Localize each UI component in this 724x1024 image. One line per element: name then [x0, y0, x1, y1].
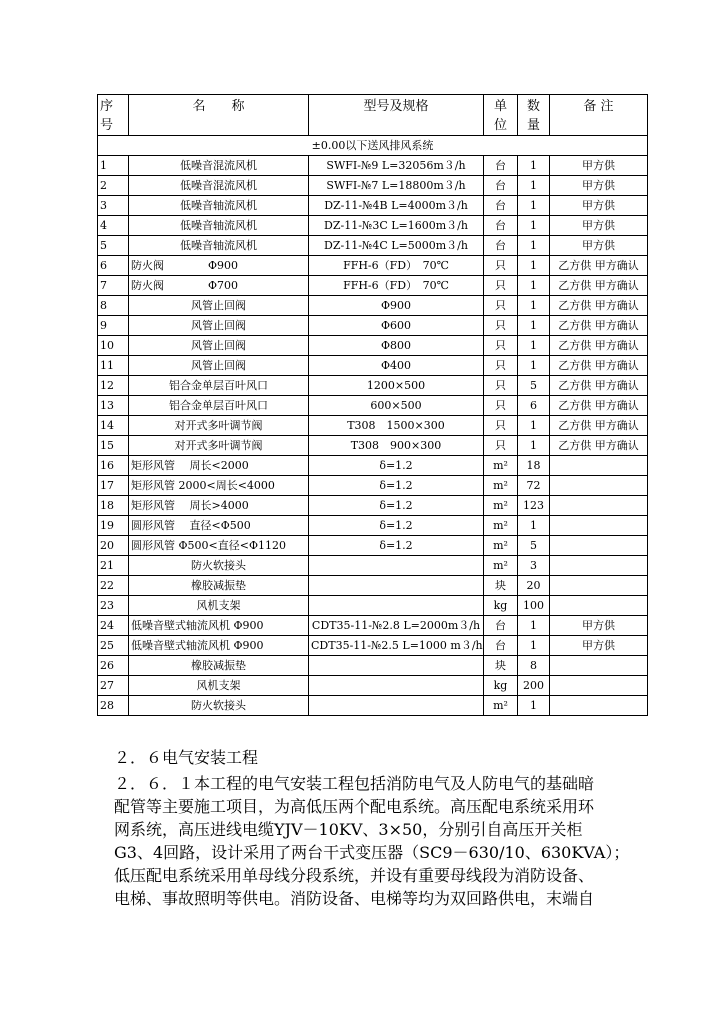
section-title-row: [98, 136, 648, 156]
cell-unit: m²: [484, 456, 518, 476]
cell-unit: kg: [484, 596, 518, 616]
cell-name: 风机支架: [129, 676, 309, 696]
cell-unit: 台: [484, 636, 518, 656]
cell-no: 6: [98, 256, 129, 276]
cell-qty: 20: [518, 576, 550, 596]
header-qty: 数 量: [518, 95, 550, 136]
cell-no: 20: [98, 536, 129, 556]
cell-model: CDT35-11-№2.8 L=2000m３/h: [309, 616, 484, 636]
cell-name: 风管止回阀: [129, 336, 309, 356]
cell-no: 25: [98, 636, 129, 656]
table-row: [98, 336, 648, 356]
equipment-table: [97, 94, 648, 716]
cell-unit: 台: [484, 156, 518, 176]
cell-name: 铝合金单层百叶风口: [129, 376, 309, 396]
cell-unit: 只: [484, 416, 518, 436]
cell-qty: 1: [518, 236, 550, 256]
cell-note: 乙方供 甲方确认: [550, 316, 648, 336]
cell-model: 1200×500: [309, 376, 484, 396]
cell-note: 甲方供: [550, 236, 648, 256]
table-row: [98, 216, 648, 236]
paragraph-line: 配管等主要施工项目，为高低压两个配电系统。高压配电系统采用环: [114, 797, 595, 816]
header-model: 型号及规格: [309, 95, 484, 136]
cell-no: 19: [98, 516, 129, 536]
cell-note: [550, 496, 648, 516]
cell-qty: 6: [518, 396, 550, 416]
cell-qty: 8: [518, 656, 550, 676]
cell-note: 甲方供: [550, 176, 648, 196]
table-row: [98, 356, 648, 376]
cell-name: 防火软接头: [129, 696, 309, 716]
cell-note: [550, 696, 648, 716]
cell-model: SWFⅠ-№7 L=18800m３/h: [309, 176, 484, 196]
cell-qty: 3: [518, 556, 550, 576]
cell-name: 橡胶减振垫: [129, 656, 309, 676]
table-row: [98, 296, 648, 316]
cell-name: 矩形风管 周长<2000: [129, 456, 309, 476]
cell-qty: 1: [518, 216, 550, 236]
table-row: [98, 256, 648, 276]
cell-model: Φ900: [309, 296, 484, 316]
cell-unit: m²: [484, 496, 518, 516]
cell-no: 22: [98, 576, 129, 596]
cell-no: 11: [98, 356, 129, 376]
cell-note: 乙方供 甲方确认: [550, 356, 648, 376]
cell-qty: 1: [518, 516, 550, 536]
cell-qty: 1: [518, 696, 550, 716]
table-header-row: [98, 95, 648, 136]
table-row: [98, 316, 648, 336]
cell-note: [550, 676, 648, 696]
cell-qty: 1: [518, 356, 550, 376]
section-heading: ２．６电气安装工程: [114, 748, 259, 767]
cell-qty: 72: [518, 476, 550, 496]
header-note: 备 注: [550, 95, 648, 136]
cell-no: 9: [98, 316, 129, 336]
cell-unit: 台: [484, 616, 518, 636]
cell-name: 低噪音壁式轴流风机 Φ900: [129, 636, 309, 656]
cell-no: 16: [98, 456, 129, 476]
cell-no: 17: [98, 476, 129, 496]
cell-qty: 1: [518, 256, 550, 276]
cell-name: 矩形风管 周长>4000: [129, 496, 309, 516]
cell-note: [550, 536, 648, 556]
cell-model: DZ-11-№3C L=1600m３/h: [309, 216, 484, 236]
cell-name: 低噪音混流风机: [129, 176, 309, 196]
cell-name: 防火阀 Φ700: [129, 276, 309, 296]
cell-note: 乙方供 甲方确认: [550, 336, 648, 356]
paragraph-line: 网系统，高压进线电缆YJV－10KV、3×50，分别引自高压开关柜: [114, 820, 583, 839]
cell-model: [309, 556, 484, 576]
cell-unit: 只: [484, 356, 518, 376]
table-row: [98, 556, 648, 576]
cell-qty: 1: [518, 636, 550, 656]
cell-no: 26: [98, 656, 129, 676]
paragraph-line: 低压配电系统采用单母线分段系统，并设有重要母线段为消防设备、: [114, 866, 595, 885]
cell-qty: 1: [518, 156, 550, 176]
cell-qty: 5: [518, 376, 550, 396]
paragraph-line: 电梯、事故照明等供电。消防设备、电梯等均为双回路供电，末端自: [114, 889, 595, 908]
table-row: [98, 276, 648, 296]
cell-unit: 块: [484, 656, 518, 676]
cell-unit: 只: [484, 256, 518, 276]
cell-unit: m²: [484, 516, 518, 536]
table-row: [98, 636, 648, 656]
table-row: [98, 436, 648, 456]
cell-unit: m²: [484, 696, 518, 716]
cell-unit: 块: [484, 576, 518, 596]
cell-name: 风管止回阀: [129, 296, 309, 316]
cell-model: δ=1.2: [309, 496, 484, 516]
cell-qty: 1: [518, 416, 550, 436]
cell-no: 14: [98, 416, 129, 436]
cell-qty: 100: [518, 596, 550, 616]
table-row: [98, 376, 648, 396]
cell-model: [309, 596, 484, 616]
cell-unit: 只: [484, 396, 518, 416]
table-row: [98, 476, 648, 496]
cell-model: Φ800: [309, 336, 484, 356]
paragraph-line: ２．６．１本工程的电气安装工程包括消防电气及人防电气的基础暗: [114, 774, 595, 793]
cell-unit: m²: [484, 476, 518, 496]
cell-name: 低噪音轴流风机: [129, 236, 309, 256]
cell-qty: 1: [518, 616, 550, 636]
cell-name: 低噪音轴流风机: [129, 216, 309, 236]
cell-name: 防火软接头: [129, 556, 309, 576]
table-row: [98, 516, 648, 536]
cell-unit: 台: [484, 176, 518, 196]
table-row: [98, 696, 648, 716]
cell-note: [550, 556, 648, 576]
cell-no: 10: [98, 336, 129, 356]
cell-model: δ=1.2: [309, 536, 484, 556]
cell-no: 8: [98, 296, 129, 316]
table-row: [98, 416, 648, 436]
cell-name: 防火阀 Φ900: [129, 256, 309, 276]
header-unit: 单 位: [484, 95, 518, 136]
cell-unit: 只: [484, 316, 518, 336]
cell-name: 低噪音轴流风机: [129, 196, 309, 216]
cell-qty: 1: [518, 316, 550, 336]
cell-note: [550, 516, 648, 536]
cell-qty: 5: [518, 536, 550, 556]
cell-no: 2: [98, 176, 129, 196]
cell-qty: 1: [518, 176, 550, 196]
cell-name: 低噪音壁式轴流风机 Φ900: [129, 616, 309, 636]
cell-note: [550, 456, 648, 476]
cell-model: CDT35-11-№2.5 L=1000 m３/h: [309, 636, 484, 656]
table-row: [98, 656, 648, 676]
cell-no: 13: [98, 396, 129, 416]
table-row: [98, 156, 648, 176]
cell-note: [550, 476, 648, 496]
cell-no: 1: [98, 156, 129, 176]
table-row: [98, 236, 648, 256]
cell-no: 18: [98, 496, 129, 516]
cell-no: 21: [98, 556, 129, 576]
cell-model: T308 900×300: [309, 436, 484, 456]
cell-note: [550, 576, 648, 596]
cell-name: 风管止回阀: [129, 316, 309, 336]
cell-name: 低噪音混流风机: [129, 156, 309, 176]
table-row: [98, 396, 648, 416]
table-row: [98, 456, 648, 476]
cell-model: [309, 696, 484, 716]
cell-no: 12: [98, 376, 129, 396]
cell-model: FFH-6（FD） 70℃: [309, 276, 484, 296]
paragraph-line: G3、4回路，设计采用了两台干式变压器（SC9－630/10、630KVA）；: [114, 843, 630, 862]
cell-model: δ=1.2: [309, 456, 484, 476]
cell-model: [309, 576, 484, 596]
table-row: [98, 596, 648, 616]
cell-name: 对开式多叶调节阀: [129, 436, 309, 456]
cell-note: [550, 656, 648, 676]
cell-qty: 1: [518, 196, 550, 216]
cell-model: Φ600: [309, 316, 484, 336]
cell-note: 甲方供: [550, 216, 648, 236]
cell-qty: 1: [518, 276, 550, 296]
cell-note: [550, 596, 648, 616]
cell-no: 4: [98, 216, 129, 236]
cell-note: 乙方供 甲方确认: [550, 416, 648, 436]
cell-unit: m²: [484, 556, 518, 576]
cell-model: T308 1500×300: [309, 416, 484, 436]
cell-note: 甲方供: [550, 196, 648, 216]
cell-no: 24: [98, 616, 129, 636]
cell-name: 对开式多叶调节阀: [129, 416, 309, 436]
cell-unit: 只: [484, 296, 518, 316]
cell-note: 乙方供 甲方确认: [550, 376, 648, 396]
section-title: ±0.00以下送风排风系统: [98, 136, 648, 156]
cell-unit: 只: [484, 436, 518, 456]
cell-no: 28: [98, 696, 129, 716]
cell-no: 7: [98, 276, 129, 296]
cell-model: DZ-11-№4C L=5000m３/h: [309, 236, 484, 256]
cell-unit: m²: [484, 536, 518, 556]
cell-model: δ=1.2: [309, 476, 484, 496]
table-row: [98, 616, 648, 636]
table-row: [98, 536, 648, 556]
cell-qty: 123: [518, 496, 550, 516]
header-name: 名 称: [129, 95, 309, 136]
cell-qty: 18: [518, 456, 550, 476]
table-row: [98, 676, 648, 696]
cell-note: 甲方供: [550, 616, 648, 636]
cell-name: 风机支架: [129, 596, 309, 616]
table-row: [98, 496, 648, 516]
cell-note: 乙方供 甲方确认: [550, 256, 648, 276]
cell-unit: 只: [484, 376, 518, 396]
cell-name: 圆形风管 Φ500<直径<Φ1120: [129, 536, 309, 556]
table-row: [98, 176, 648, 196]
cell-note: 甲方供: [550, 156, 648, 176]
cell-model: 600×500: [309, 396, 484, 416]
cell-unit: 只: [484, 336, 518, 356]
cell-note: 乙方供 甲方确认: [550, 396, 648, 416]
cell-name: 矩形风管 2000<周长<4000: [129, 476, 309, 496]
cell-qty: 1: [518, 436, 550, 456]
cell-name: 圆形风管 直径<Φ500: [129, 516, 309, 536]
cell-unit: 台: [484, 236, 518, 256]
cell-unit: 只: [484, 276, 518, 296]
cell-unit: kg: [484, 676, 518, 696]
cell-name: 橡胶减振垫: [129, 576, 309, 596]
cell-no: 27: [98, 676, 129, 696]
cell-model: Φ400: [309, 356, 484, 376]
cell-qty: 200: [518, 676, 550, 696]
header-no: 序 号: [98, 95, 129, 136]
cell-note: 甲方供: [550, 636, 648, 656]
table-row: [98, 196, 648, 216]
cell-model: DZ-11-№4B L=4000m３/h: [309, 196, 484, 216]
cell-model: FFH-6（FD） 70℃: [309, 256, 484, 276]
cell-qty: 1: [518, 336, 550, 356]
cell-name: 铝合金单层百叶风口: [129, 396, 309, 416]
cell-name: 风管止回阀: [129, 356, 309, 376]
cell-note: 乙方供 甲方确认: [550, 436, 648, 456]
cell-qty: 1: [518, 296, 550, 316]
cell-unit: 台: [484, 196, 518, 216]
cell-no: 5: [98, 236, 129, 256]
cell-no: 15: [98, 436, 129, 456]
cell-note: 乙方供 甲方确认: [550, 276, 648, 296]
section-paragraph: [114, 772, 634, 910]
cell-no: 23: [98, 596, 129, 616]
cell-model: SWFⅠ-№9 L=32056m３/h: [309, 156, 484, 176]
table-row: [98, 576, 648, 596]
cell-note: 乙方供 甲方确认: [550, 296, 648, 316]
cell-model: [309, 676, 484, 696]
cell-unit: 台: [484, 216, 518, 236]
cell-model: [309, 656, 484, 676]
cell-no: 3: [98, 196, 129, 216]
cell-model: δ=1.2: [309, 516, 484, 536]
